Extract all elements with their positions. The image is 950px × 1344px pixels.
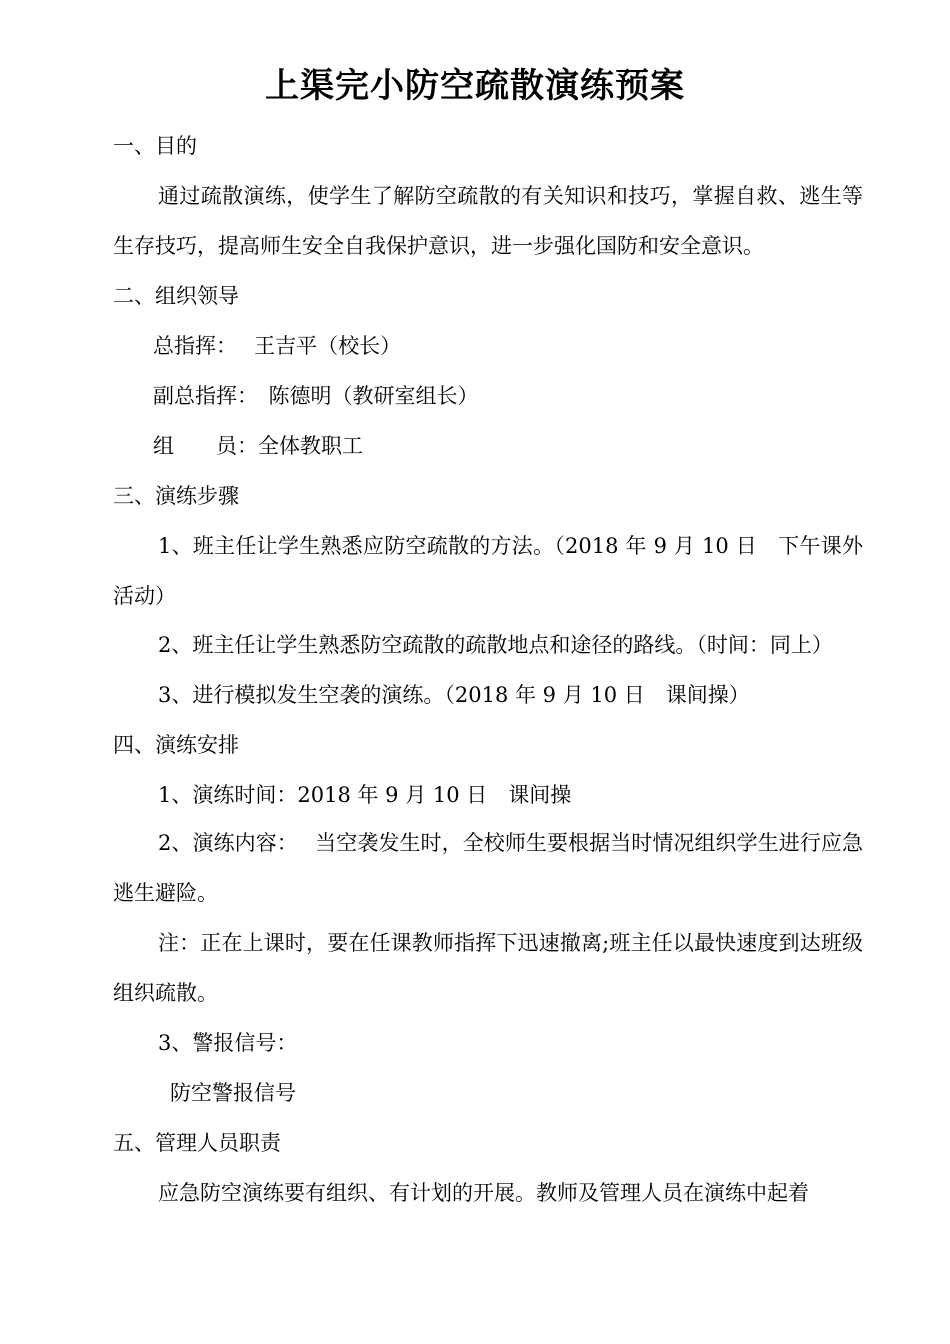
document-title: 上渠完小防空疏散演练预案 [265,66,685,106]
drill-time-line: 1、演练时间：2018 年 9 月 10 日 课间操 [158,783,572,807]
section-5-paragraph: 应急防空演练要有组织、有计划的开展。教师及管理人员在演练中起着 [158,1181,809,1205]
alarm-signal-line: 3、警报信号： [158,1031,298,1055]
air-raid-signal-line: 防空警报信号 [170,1081,296,1105]
deputy-commander-line: 副总指挥： 陈德明（教研室组长） [153,384,479,408]
section-2-heading: 二、组织领导 [113,284,239,308]
section-5-heading: 五、管理人员职责 [113,1131,281,1155]
note-paragraph: 注：正在上课时，要在任课教师指挥下迅速撤离;班主任以最快速度到达班级组织疏散。 [113,931,863,1005]
section-1-paragraph: 通过疏散演练，使学生了解防空疏散的有关知识和技巧，掌握自救、逃生等生存技巧，提高师生安全自我保护意识，进一步强化国防和安全意识。 [113,184,863,258]
drill-content-paragraph: 2、演练内容： 当空袭发生时，全校师生要根据当时情况组织学生进行应急逃生避险。 [113,831,863,905]
section-4-heading: 四、演练安排 [113,733,239,757]
members-line: 组 员：全体教职工 [153,434,363,458]
step-1-paragraph: 1、班主任让学生熟悉应防空疏散的方法。（2018 年 9 月 10 日 下午课外活动） [113,534,863,608]
commander-line: 总指挥： 王吉平（校长） [153,334,402,358]
section-3-heading: 三、演练步骤 [113,484,239,508]
section-1-heading: 一、目的 [113,134,197,158]
step-3-line: 3、进行模拟发生空袭的演练。（2018 年 9 月 10 日 课间操） [158,683,750,707]
step-2-line: 2、班主任让学生熟悉防空疏散的疏散地点和途径的路线。（时间：同上） [158,633,833,657]
